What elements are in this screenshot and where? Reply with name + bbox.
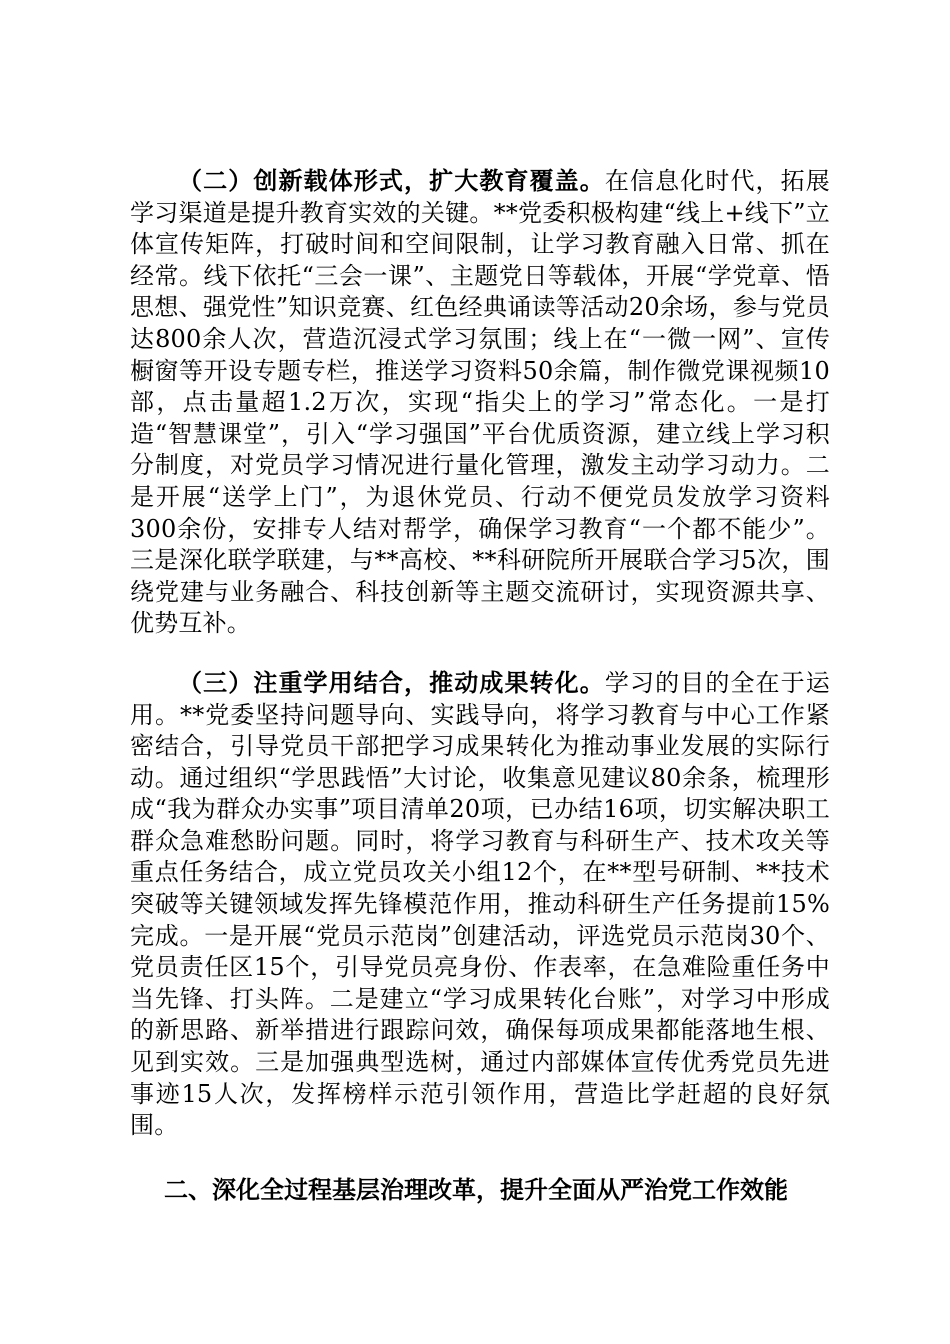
paragraph-lead: （三）注重学用结合，推动成果转化。 <box>178 668 605 697</box>
paragraph-body: 学习的目的全在于运用。**党委坚持问题导向、实践导向，将学习教育与中心工作紧密结合，引导党员干部把学习成果转化为推动事业发展的实际行动。通过组织“学思践悟”大讨论，收集意见建议80余条，梳理形成“我为群众办实事”项目清单20项，已办结16项，切实解决职工群众急难愁盼问题。同时，将学习教育与科研生产、技术攻关等重点任务结合，成立党员攻关小组12个，在**型号研制、**技术突破等关键领域发挥先锋模范作用，推动科研生产任务提前15%完成。一是开展“党员示范岗”创建活动，评选党员示范岗30个、党员责任区15个，引导党员亮身份、作表率，在急难险重任务中当先锋、打头阵。二是建立“学习成果转化台账”，对学习中形成的新思路、新举措进行跟踪问效，确保每项成果都能落地生根、见到实效。三是加强典型选树，通过内部媒体宣传优秀党员先进事迹15人次，发挥榜样示范引领作用，营造比学赶超的良好氛围。 <box>130 668 830 1140</box>
paragraph-innovate-carriers <box>130 166 830 640</box>
paragraph-apply-learning <box>130 668 830 1142</box>
section-heading: 二、深化全过程基层治理改革，提升全面从严治党工作效能 <box>164 1175 788 1204</box>
paragraph-body: 在信息化时代，拓展学习渠道是提升教育实效的关键。**党委积极构建“线上+线下”立体宣传矩阵，打破时间和空间限制，让学习教育融入日常、抓在经常。线下依托“三会一课”、主题党日等载体，开展“学党章、悟思想、强党性”知识竞赛、红色经典诵读等活动20余场，参与党员达800余人次，营造沉浸式学习氛围；线上在“一微一网”、宣传橱窗等开设专题专栏，推送学习资料50余篇，制作微党课视频10部，点击量超1.2万次，实现“指尖上的学习”常态化。一是打造“智慧课堂”，引入“学习强国”平台优质资源，建立线上学习积分制度，对党员学习情况进行量化管理，激发主动学习动力。二是开展“送学上门”，为退休党员、行动不便党员发放学习资料300余份，安排专人结对帮学，确保学习教育“一个都不能少”。三是深化联学联建，与**高校、**科研院所开展联合学习5次，围绕党建与业务融合、科技创新等主题交流研讨，实现资源共享、优势互补。 <box>130 167 830 638</box>
document-page <box>130 166 830 1206</box>
paragraph-lead: （二）创新载体形式，扩大教育覆盖。 <box>178 167 605 195</box>
